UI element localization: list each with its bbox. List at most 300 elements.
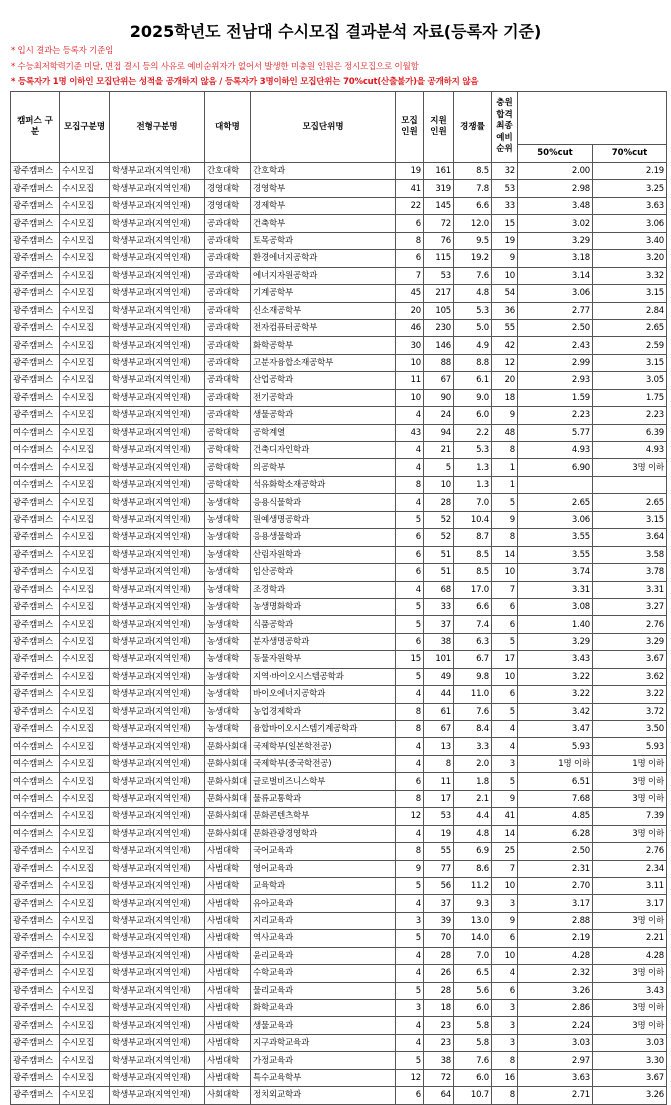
cell-selection-type: 학생부교과(지역인재)	[110, 285, 205, 302]
cell-cut50: 4.93	[518, 442, 593, 459]
cell-campus: 여수캠퍼스	[11, 459, 60, 476]
cell-waitlist: 7	[492, 581, 518, 598]
cell-selection-type: 학생부교과(지역인재)	[110, 250, 205, 267]
cell-admission-type: 수시모집	[60, 494, 110, 511]
table-row	[11, 424, 667, 441]
cell-admission-type: 수시모집	[60, 703, 110, 720]
cell-applicants: 33	[424, 598, 454, 615]
table-row	[11, 651, 667, 668]
cell-selection-type: 학생부교과(지역인재)	[110, 773, 205, 790]
cell-selection-type: 학생부교과(지역인재)	[110, 424, 205, 441]
cell-cut70: 3.62	[593, 668, 667, 685]
cell-campus: 광주캠퍼스	[11, 965, 60, 982]
cell-cut50: 3.06	[518, 285, 593, 302]
cell-department: 간호학과	[251, 163, 396, 180]
cell-department: 의공학부	[251, 459, 396, 476]
cell-cut70: 3.15	[593, 354, 667, 371]
cell-cut50: 3.48	[518, 197, 593, 214]
table-row	[11, 686, 667, 703]
cell-college: 공과대학	[205, 215, 251, 232]
cell-ratio: 10.7	[454, 1087, 492, 1104]
table-row	[11, 965, 667, 982]
cell-ratio: 7.6	[454, 703, 492, 720]
cell-department: 바이오에너지공학과	[251, 686, 396, 703]
header-campus: 캠퍼스 구 분	[11, 92, 60, 163]
cell-admission-type: 수시모집	[60, 285, 110, 302]
table-row	[11, 982, 667, 999]
cell-campus: 광주캠퍼스	[11, 651, 60, 668]
cell-applicants: 88	[424, 354, 454, 371]
cell-ratio: 4.8	[454, 825, 492, 842]
cell-cut70: 2.76	[593, 843, 667, 860]
cell-campus: 광주캠퍼스	[11, 930, 60, 947]
cell-college: 사범대학	[205, 947, 251, 964]
cell-cut70: 3.06	[593, 215, 667, 232]
cell-department: 국어교육과	[251, 843, 396, 860]
cell-department: 유아교육과	[251, 895, 396, 912]
cell-college: 공과대학	[205, 407, 251, 424]
cell-department: 정치외교학과	[251, 1087, 396, 1104]
cell-applicants: 23	[424, 1017, 454, 1034]
cell-selection-type: 학생부교과(지역인재)	[110, 163, 205, 180]
cell-cut50: 3.63	[518, 1069, 593, 1086]
cell-cut50	[518, 476, 593, 493]
cell-selection-type: 학생부교과(지역인재)	[110, 511, 205, 528]
cell-waitlist: 10	[492, 877, 518, 894]
cell-admission-type: 수시모집	[60, 912, 110, 929]
cell-admission-type: 수시모집	[60, 389, 110, 406]
cell-department: 분자생명공학과	[251, 633, 396, 650]
cell-selection-type: 학생부교과(지역인재)	[110, 581, 205, 598]
note-disclosure-rule: * 등록자가 1명 이하인 모집단위는 성적을 공개하지 않음 / 등록자가 3명이하인 모집단위는 70%cut(산출불가)을 공개하지 않음	[11, 77, 479, 87]
cell-college: 공학대학	[205, 459, 251, 476]
cell-ratio: 1.3	[454, 459, 492, 476]
cell-quota: 6	[396, 546, 424, 563]
cell-cut50: 2.24	[518, 1017, 593, 1034]
table-row	[11, 616, 667, 633]
cell-college: 공학대학	[205, 442, 251, 459]
cell-college: 공과대학	[205, 372, 251, 389]
cell-admission-type: 수시모집	[60, 686, 110, 703]
cell-college: 공과대학	[205, 302, 251, 319]
cell-college: 농생대학	[205, 703, 251, 720]
cell-cut50: 2.97	[518, 1052, 593, 1069]
cell-selection-type: 학생부교과(지역인재)	[110, 389, 205, 406]
cell-quota: 41	[396, 180, 424, 197]
cell-college: 경영대학	[205, 180, 251, 197]
cell-admission-type: 수시모집	[60, 721, 110, 738]
cell-department: 문화관광경영학과	[251, 825, 396, 842]
cell-admission-type: 수시모집	[60, 947, 110, 964]
cell-admission-type: 수시모집	[60, 982, 110, 999]
cell-waitlist: 32	[492, 163, 518, 180]
cell-waitlist: 55	[492, 319, 518, 336]
cell-cut70: 5.93	[593, 738, 667, 755]
cell-selection-type: 학생부교과(지역인재)	[110, 965, 205, 982]
cell-admission-type: 수시모집	[60, 581, 110, 598]
cell-college: 공과대학	[205, 389, 251, 406]
cell-applicants: 24	[424, 407, 454, 424]
cell-cut70: 3.22	[593, 686, 667, 703]
cell-admission-type: 수시모집	[60, 372, 110, 389]
cell-college: 농생대학	[205, 686, 251, 703]
cell-cut70: 3.15	[593, 511, 667, 528]
cell-quota: 10	[396, 389, 424, 406]
cell-waitlist: 18	[492, 389, 518, 406]
cell-waitlist: 8	[492, 442, 518, 459]
cell-quota: 4	[396, 581, 424, 598]
cell-quota: 11	[396, 372, 424, 389]
cell-waitlist: 10	[492, 668, 518, 685]
cell-campus: 광주캠퍼스	[11, 877, 60, 894]
cell-cut70: 3.40	[593, 232, 667, 249]
cell-cut70: 3.50	[593, 721, 667, 738]
cell-cut50: 2.32	[518, 965, 593, 982]
cell-ratio: 5.8	[454, 1034, 492, 1051]
cell-selection-type: 학생부교과(지역인재)	[110, 825, 205, 842]
cell-waitlist: 1	[492, 476, 518, 493]
cell-ratio: 8.4	[454, 721, 492, 738]
cell-cut70: 2.19	[593, 163, 667, 180]
cell-waitlist: 6	[492, 686, 518, 703]
cell-applicants: 64	[424, 1087, 454, 1104]
table-row	[11, 163, 667, 180]
cell-campus: 광주캠퍼스	[11, 250, 60, 267]
cell-ratio: 5.3	[454, 442, 492, 459]
cell-campus: 광주캠퍼스	[11, 389, 60, 406]
cell-quota: 4	[396, 738, 424, 755]
cell-department: 경제학부	[251, 197, 396, 214]
cell-ratio: 3.3	[454, 738, 492, 755]
table-row	[11, 1069, 667, 1086]
cell-department: 문화콘텐츠학부	[251, 808, 396, 825]
cell-ratio: 5.6	[454, 982, 492, 999]
cell-campus: 광주캠퍼스	[11, 529, 60, 546]
cell-waitlist: 5	[492, 773, 518, 790]
cell-quota: 6	[396, 633, 424, 650]
cell-applicants: 53	[424, 808, 454, 825]
cell-college: 농생대학	[205, 494, 251, 511]
cell-ratio: 19.2	[454, 250, 492, 267]
cell-ratio: 6.9	[454, 843, 492, 860]
cell-college: 사범대학	[205, 912, 251, 929]
cell-cut50: 3.74	[518, 564, 593, 581]
cell-college: 농생대학	[205, 546, 251, 563]
table-row	[11, 930, 667, 947]
cell-campus: 광주캠퍼스	[11, 633, 60, 650]
cell-quota: 7	[396, 267, 424, 284]
cell-selection-type: 학생부교과(지역인재)	[110, 337, 205, 354]
cell-quota: 43	[396, 424, 424, 441]
cell-college: 공과대학	[205, 250, 251, 267]
cell-cut50: 2.99	[518, 354, 593, 371]
cell-department: 전기공학과	[251, 389, 396, 406]
cell-waitlist: 41	[492, 808, 518, 825]
cell-admission-type: 수시모집	[60, 1000, 110, 1017]
cell-admission-type: 수시모집	[60, 633, 110, 650]
cell-admission-type: 수시모집	[60, 843, 110, 860]
cell-campus: 광주캠퍼스	[11, 616, 60, 633]
cell-admission-type: 수시모집	[60, 1052, 110, 1069]
cell-ratio: 8.5	[454, 163, 492, 180]
cell-admission-type: 수시모집	[60, 267, 110, 284]
cell-cut70: 1명 이하	[593, 755, 667, 772]
cell-ratio: 7.0	[454, 947, 492, 964]
cell-cut50: 3.22	[518, 686, 593, 703]
cell-cut70: 2.23	[593, 407, 667, 424]
cell-applicants: 68	[424, 581, 454, 598]
cell-cut50: 1.40	[518, 616, 593, 633]
cell-selection-type: 학생부교과(지역인재)	[110, 598, 205, 615]
cell-selection-type: 학생부교과(지역인재)	[110, 651, 205, 668]
cell-waitlist: 12	[492, 354, 518, 371]
cell-admission-type: 수시모집	[60, 424, 110, 441]
cell-college: 사범대학	[205, 843, 251, 860]
cell-applicants: 94	[424, 424, 454, 441]
cell-department: 수학교육과	[251, 965, 396, 982]
cell-campus: 광주캠퍼스	[11, 581, 60, 598]
cell-ratio: 7.6	[454, 267, 492, 284]
cell-college: 사범대학	[205, 965, 251, 982]
cell-college: 사범대학	[205, 895, 251, 912]
cell-applicants: 44	[424, 686, 454, 703]
cell-ratio: 2.1	[454, 790, 492, 807]
cell-applicants: 101	[424, 651, 454, 668]
cell-ratio: 11.0	[454, 686, 492, 703]
cell-department: 물리교육과	[251, 982, 396, 999]
cell-department: 석유화학소재공학과	[251, 476, 396, 493]
cell-admission-type: 수시모집	[60, 930, 110, 947]
note-unfilled-carryover: * 수능최저학력기준 미달, 면접 결시 등의 사유로 예비순위자가 없어서 발생한 미충원 인원은 정시모집으로 이월함	[11, 62, 419, 72]
cell-selection-type: 학생부교과(지역인재)	[110, 668, 205, 685]
cell-applicants: 70	[424, 930, 454, 947]
cell-applicants: 72	[424, 1069, 454, 1086]
cell-admission-type: 수시모집	[60, 302, 110, 319]
cell-ratio: 17.0	[454, 581, 492, 598]
cell-cut50: 4.28	[518, 947, 593, 964]
cell-waitlist: 16	[492, 1069, 518, 1086]
cell-admission-type: 수시모집	[60, 1087, 110, 1104]
table-row	[11, 442, 667, 459]
cell-selection-type: 학생부교과(지역인재)	[110, 703, 205, 720]
cell-admission-type: 수시모집	[60, 354, 110, 371]
cell-quota: 12	[396, 1069, 424, 1086]
cell-selection-type: 학생부교과(지역인재)	[110, 372, 205, 389]
cell-campus: 광주캠퍼스	[11, 494, 60, 511]
cell-quota: 4	[396, 494, 424, 511]
cell-campus: 광주캠퍼스	[11, 407, 60, 424]
cell-applicants: 18	[424, 1000, 454, 1017]
cell-campus: 광주캠퍼스	[11, 267, 60, 284]
cell-cut50: 5.93	[518, 738, 593, 755]
cell-applicants: 26	[424, 965, 454, 982]
cell-campus: 광주캠퍼스	[11, 1017, 60, 1034]
cell-quota: 3	[396, 912, 424, 929]
cell-admission-type: 수시모집	[60, 651, 110, 668]
cell-applicants: 13	[424, 738, 454, 755]
cell-ratio: 7.0	[454, 494, 492, 511]
cell-selection-type: 학생부교과(지역인재)	[110, 564, 205, 581]
cell-quota: 4	[396, 895, 424, 912]
cell-admission-type: 수시모집	[60, 738, 110, 755]
cell-college: 농생대학	[205, 651, 251, 668]
cell-quota: 30	[396, 337, 424, 354]
cell-department: 생물공학과	[251, 407, 396, 424]
cell-admission-type: 수시모집	[60, 476, 110, 493]
cell-department: 조경학과	[251, 581, 396, 598]
cell-applicants: 53	[424, 267, 454, 284]
cell-cut70: 3명 이하	[593, 965, 667, 982]
cell-cut70: 3.03	[593, 1034, 667, 1051]
cell-college: 문화사회대	[205, 790, 251, 807]
cell-ratio: 6.7	[454, 651, 492, 668]
cell-cut50: 2.19	[518, 930, 593, 947]
cell-college: 농생대학	[205, 564, 251, 581]
cell-waitlist: 9	[492, 250, 518, 267]
cell-cut70: 3명 이하	[593, 1000, 667, 1017]
cell-ratio: 6.0	[454, 1069, 492, 1086]
header-cut-group	[518, 92, 667, 145]
cell-campus: 광주캠퍼스	[11, 546, 60, 563]
table-row	[11, 180, 667, 197]
cell-applicants: 51	[424, 546, 454, 563]
cell-applicants: 21	[424, 442, 454, 459]
cell-cut70: 3.43	[593, 982, 667, 999]
cell-department: 농업경제학과	[251, 703, 396, 720]
cell-admission-type: 수시모집	[60, 877, 110, 894]
cell-quota: 6	[396, 250, 424, 267]
cell-department: 국제학부(일본학전공)	[251, 738, 396, 755]
cell-ratio: 9.0	[454, 389, 492, 406]
cell-cut50: 3.18	[518, 250, 593, 267]
cell-ratio: 8.6	[454, 860, 492, 877]
cell-quota: 4	[396, 947, 424, 964]
cell-college: 사회대학	[205, 1087, 251, 1104]
cell-college: 사범대학	[205, 1052, 251, 1069]
cell-applicants: 161	[424, 163, 454, 180]
cell-campus: 여수캠퍼스	[11, 442, 60, 459]
cell-waitlist: 33	[492, 197, 518, 214]
cell-college: 공과대학	[205, 337, 251, 354]
cell-quota: 4	[396, 825, 424, 842]
cell-college: 문화사회대	[205, 773, 251, 790]
cell-waitlist: 5	[492, 494, 518, 511]
cell-ratio: 4.4	[454, 808, 492, 825]
cell-quota: 5	[396, 616, 424, 633]
table-row	[11, 1087, 667, 1104]
cell-applicants: 8	[424, 755, 454, 772]
cell-quota: 3	[396, 1000, 424, 1017]
cell-quota: 8	[396, 843, 424, 860]
table-row	[11, 790, 667, 807]
cell-campus: 광주캠퍼스	[11, 163, 60, 180]
cell-waitlist: 3	[492, 755, 518, 772]
cell-cut70: 7.39	[593, 808, 667, 825]
cell-cut70: 1.75	[593, 389, 667, 406]
cell-waitlist: 10	[492, 564, 518, 581]
cell-ratio: 13.0	[454, 912, 492, 929]
cell-cut70: 3명 이하	[593, 912, 667, 929]
cell-cut70: 3.25	[593, 180, 667, 197]
cell-ratio: 6.1	[454, 372, 492, 389]
cell-college: 공과대학	[205, 285, 251, 302]
cell-waitlist: 1	[492, 459, 518, 476]
header-department: 모집단위명	[251, 92, 396, 163]
cell-cut70: 2.59	[593, 337, 667, 354]
table-row	[11, 738, 667, 755]
table-row	[11, 319, 667, 336]
cell-cut50: 2.86	[518, 1000, 593, 1017]
cell-admission-type: 수시모집	[60, 825, 110, 842]
cell-admission-type: 수시모집	[60, 407, 110, 424]
cell-cut70: 3.20	[593, 250, 667, 267]
cell-quota: 5	[396, 598, 424, 615]
cell-cut50: 6.28	[518, 825, 593, 842]
cell-college: 농생대학	[205, 616, 251, 633]
cell-selection-type: 학생부교과(지역인재)	[110, 1017, 205, 1034]
cell-selection-type: 학생부교과(지역인재)	[110, 1069, 205, 1086]
cell-department: 산업공학과	[251, 372, 396, 389]
cell-campus: 여수캠퍼스	[11, 476, 60, 493]
cell-cut70: 3.63	[593, 197, 667, 214]
cell-campus: 여수캠퍼스	[11, 773, 60, 790]
cell-selection-type: 학생부교과(지역인재)	[110, 895, 205, 912]
cell-applicants: 52	[424, 511, 454, 528]
cell-campus: 광주캠퍼스	[11, 860, 60, 877]
cell-cut70: 3.64	[593, 529, 667, 546]
cell-campus: 광주캠퍼스	[11, 668, 60, 685]
cell-applicants: 37	[424, 616, 454, 633]
cell-quota: 8	[396, 703, 424, 720]
cell-campus: 광주캠퍼스	[11, 564, 60, 581]
cell-college: 공과대학	[205, 354, 251, 371]
cell-cut70: 3.05	[593, 372, 667, 389]
cell-waitlist: 25	[492, 843, 518, 860]
results-table	[10, 91, 667, 1105]
table-row	[11, 354, 667, 371]
cell-waitlist: 9	[492, 790, 518, 807]
header-cut50: 50%cut	[518, 145, 593, 163]
cell-campus: 여수캠퍼스	[11, 808, 60, 825]
cell-campus: 광주캠퍼스	[11, 686, 60, 703]
cell-department: 윤리교육과	[251, 947, 396, 964]
cell-college: 공과대학	[205, 267, 251, 284]
cell-cut50: 3.08	[518, 598, 593, 615]
cell-quota: 6	[396, 529, 424, 546]
table-row	[11, 372, 667, 389]
cell-department: 영어교육과	[251, 860, 396, 877]
cell-admission-type: 수시모집	[60, 965, 110, 982]
cell-selection-type: 학생부교과(지역인재)	[110, 633, 205, 650]
cell-selection-type: 학생부교과(지역인재)	[110, 267, 205, 284]
cell-selection-type: 학생부교과(지역인재)	[110, 546, 205, 563]
cell-college: 농생대학	[205, 511, 251, 528]
cell-ratio: 4.8	[454, 285, 492, 302]
cell-selection-type: 학생부교과(지역인재)	[110, 738, 205, 755]
cell-department: 가정교육과	[251, 1052, 396, 1069]
cell-cut70: 3명 이하	[593, 459, 667, 476]
cell-department: 지리교육과	[251, 912, 396, 929]
header-quota: 모집 인원	[396, 92, 424, 163]
cell-department: 교육학과	[251, 877, 396, 894]
cell-waitlist: 17	[492, 651, 518, 668]
cell-ratio: 1.8	[454, 773, 492, 790]
table-row	[11, 668, 667, 685]
cell-college: 농생대학	[205, 529, 251, 546]
cell-college: 농생대학	[205, 668, 251, 685]
cell-applicants: 19	[424, 825, 454, 842]
cell-ratio: 2.0	[454, 755, 492, 772]
